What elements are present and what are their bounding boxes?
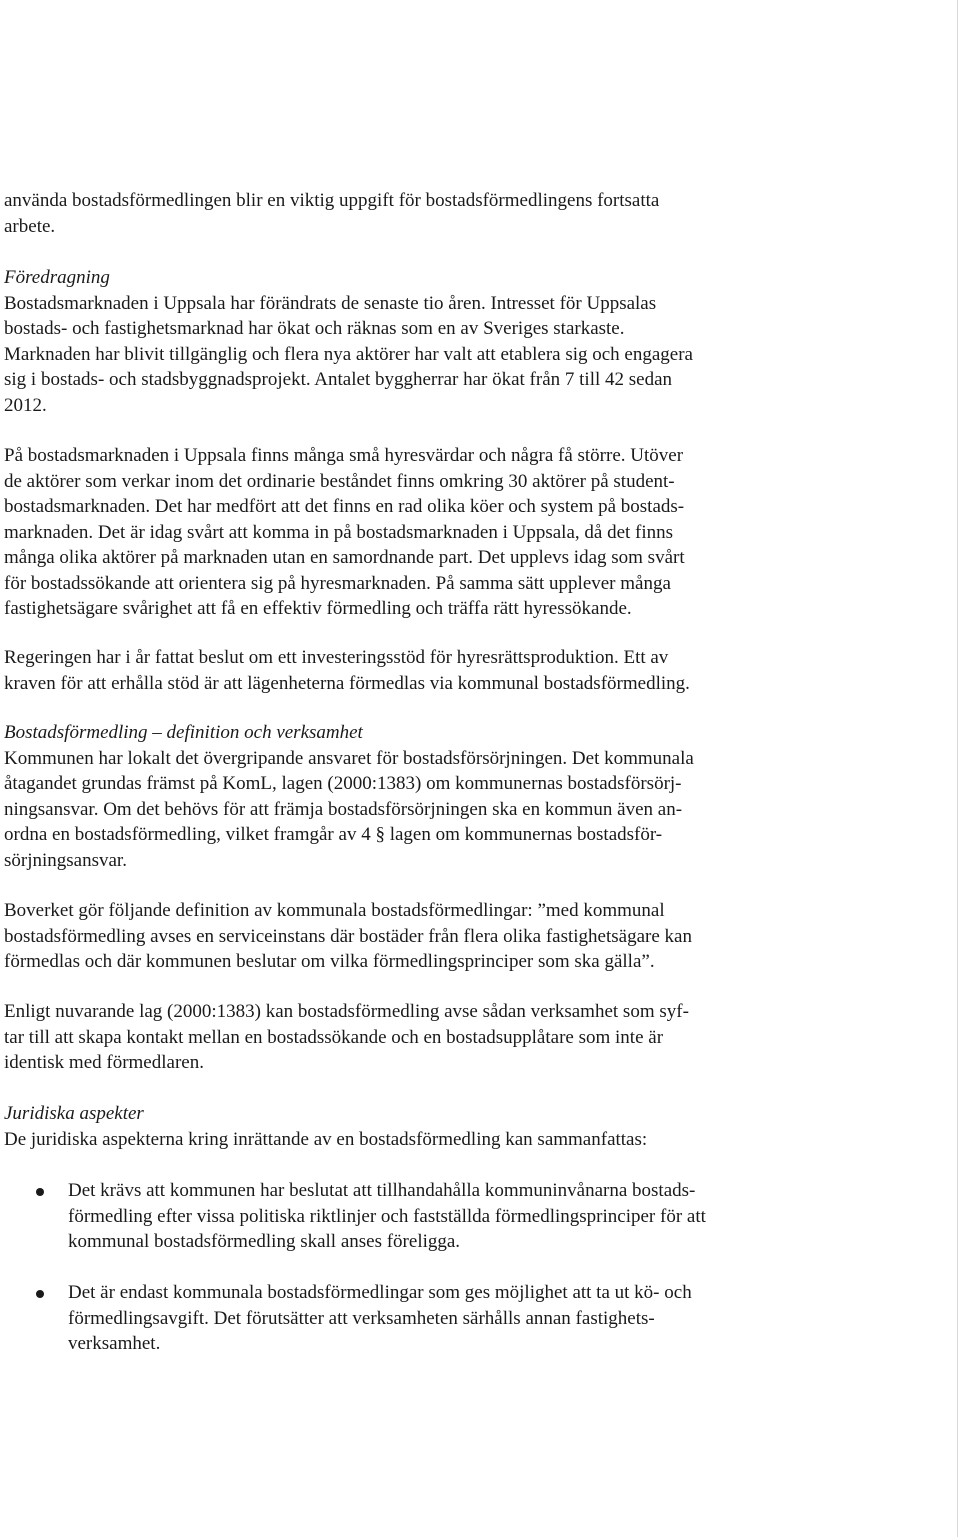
- text-line: Regeringen har i år fattat beslut om ett investeringsstöd för hyresrättsproduktion. Ett av: [4, 647, 669, 668]
- text-line: Bostadsmarknaden i Uppsala har förändrats de senaste tio åren. Intresset för Uppsalas: [4, 292, 657, 314]
- boverket-paragraph: [4, 898, 804, 975]
- text-line: arbete.: [4, 215, 56, 237]
- text-line: Det är endast kommunala bostadsförmedlingar som ges möjlighet att ta ut kö- och: [68, 1282, 692, 1303]
- text-line: förmedlas och där kommunen beslutar om vilka förmedlingsprinciper som ska gälla”.: [4, 951, 655, 972]
- text-line: Marknaden har blivit tillgänglig och flera nya aktörer har valt att etablera sig och engagera: [4, 343, 693, 365]
- text-line: för bostadssökande att orientera sig på hyresmarknaden. På samma sätt upplever många: [4, 572, 671, 594]
- market-paragraph: [4, 443, 804, 622]
- definition-section: [4, 720, 804, 873]
- text-line: bostadsmarknaden. Det har medfört att det finns en rad olika köer och system på bostads-: [4, 496, 685, 517]
- page-edge-line: [957, 0, 958, 1537]
- text-line: tar till att skapa kontakt mellan en bostadssökande och en bostadsupplåtare som inte är: [4, 1026, 664, 1048]
- text-line: fastighetsägare svårighet att få en effektiv förmedling och träffa rätt hyressökande.: [4, 598, 632, 619]
- text-line: identisk med förmedlaren.: [4, 1052, 204, 1073]
- text-line: åtagandet grundas främst på KomL, lagen (2000:1383) om kommunernas bostadsförsörj-: [4, 773, 682, 794]
- text-line: Kommunen har lokalt det övergripande ansvaret för bostadsförsörjningen. Det kommunala: [4, 747, 694, 769]
- text-line: använda bostadsförmedlingen blir en viktig uppgift för bostadsförmedlingens fortsatta: [4, 190, 660, 211]
- section-heading-juridiska: Juridiska aspekter: [4, 1103, 144, 1124]
- text-line: förmedling efter vissa politiska riktlinjer och fastställda förmedlingsprinciper för att: [68, 1205, 706, 1227]
- juridiska-section: [4, 1101, 804, 1152]
- section-heading-definition: Bostadsförmedling – definition och verksamhet: [4, 722, 363, 743]
- text-line: marknaden. Det är idag svårt att komma in på bostadsmarknaden i Uppsala, då det finns: [4, 521, 674, 543]
- text-line: Enligt nuvarande lag (2000:1383) kan bostadsförmedling avse sådan verksamhet som syf-: [4, 1001, 689, 1022]
- text-line: Det krävs att kommunen har beslutat att tillhandahålla kommuninvånarna bostads-: [68, 1180, 696, 1201]
- text-line: 2012.: [4, 394, 47, 416]
- text-line: ordna en bostadsförmedling, vilket framgår av 4 § lagen om kommunernas bostadsför-: [4, 824, 663, 845]
- text-line: de aktörer som verkar inom det ordinarie beståndet finns omkring 30 aktörer på student-: [4, 470, 675, 492]
- section-heading-foredragning: Föredragning: [4, 267, 110, 288]
- bullet-text: [68, 1178, 818, 1255]
- bullet-text: [68, 1280, 818, 1357]
- text-line: sörjningsansvar.: [4, 849, 127, 871]
- text-line: bostadsförmedling avses en serviceinstans där bostäder från flera olika fastighetsägare kan: [4, 925, 692, 947]
- text-line: sig i bostads- och stadsbyggnadsprojekt. Antalet byggherrar har ökat från 7 till 42 sedan: [4, 369, 673, 390]
- intro-paragraph: [4, 188, 804, 239]
- text-line: Boverket gör följande definition av kommunala bostadsförmedlingar: ”med kommunal: [4, 900, 665, 921]
- government-paragraph: [4, 645, 804, 696]
- bullet-dot: [36, 1188, 44, 1196]
- text-line: På bostadsmarknaden i Uppsala finns många små hyresvärdar och några få större. Utöver: [4, 445, 684, 466]
- text-line: bostads- och fastighetsmarknad har ökat och räknas som en av Sveriges starkaste.: [4, 318, 625, 339]
- text-line: många olika aktörer på marknaden utan en samordnande part. Det upplevs idag som svårt: [4, 547, 685, 568]
- law-paragraph: [4, 999, 804, 1076]
- text-line: verksamhet.: [68, 1333, 161, 1354]
- text-line: ningsansvar. Om det behövs för att främja bostadsförsörjningen ska en kommun även an-: [4, 798, 683, 820]
- text-line: förmedlingsavgift. Det förutsätter att verksamheten särhålls annan fastighets-: [68, 1307, 655, 1329]
- text-line: De juridiska aspekterna kring inrättande av en bostadsförmedling kan sammanfattas:: [4, 1128, 648, 1150]
- foredragning-section: [4, 265, 804, 418]
- bullet-dot: [36, 1290, 44, 1298]
- text-line: kommunal bostadsförmedling skall anses föreligga.: [68, 1231, 461, 1252]
- text-line: kraven för att erhålla stöd är att lägenheterna förmedlas via kommunal bostadsförmedling.: [4, 672, 690, 694]
